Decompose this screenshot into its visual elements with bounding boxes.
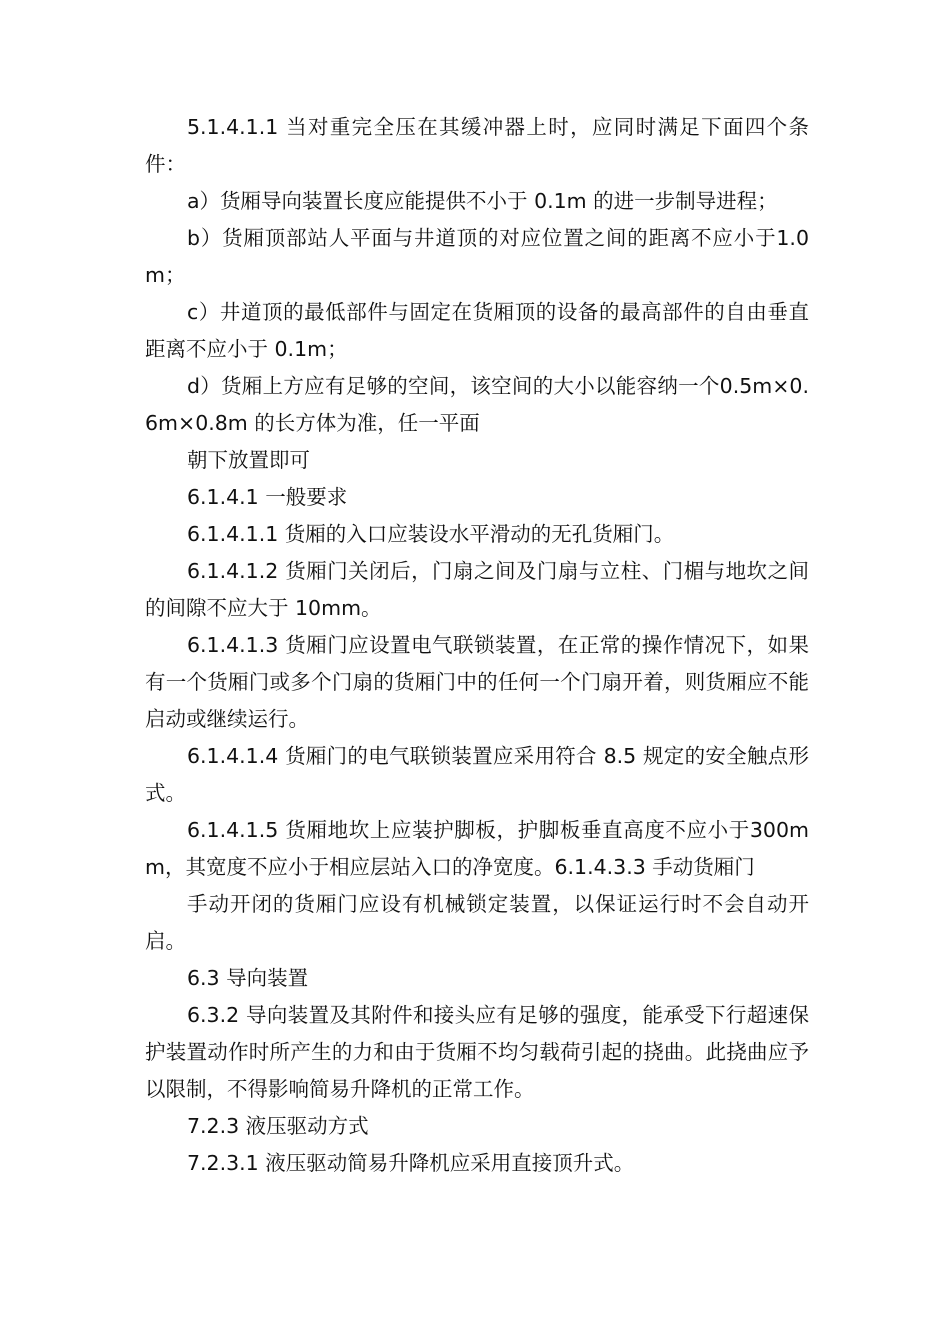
paragraph-item-d: d）货厢上方应有足够的空间，该空间的大小以能容纳一个0.5m×0.6m×0.8m 的长方体为准，任一平面 (145, 374, 809, 435)
paragraph-item-b: b）货厢顶部站人平面与井道顶的对应位置之间的距离不应小于1.0m； (145, 226, 809, 287)
paragraph-manual-door: 手动开闭的货厢门应设有机械锁定装置，以保证运行时不会自动开启。 (145, 892, 809, 953)
paragraph-7-2-3-1: 7.2.3.1 液压驱动简易升降机应采用直接顶升式。 (187, 1151, 635, 1175)
paragraph-6-1-4-1-2: 6.1.4.1.2 货厢门关闭后，门扇之间及门扇与立柱、门楣与地坎之间的间隙不应大于 10mm。 (145, 559, 809, 620)
paragraph-6-1-4-1-4: 6.1.4.1.4 货厢门的电气联锁装置应采用符合 8.5 规定的安全触点形式。 (145, 744, 809, 805)
section-heading-6-3: 6.3 导向装置 (187, 966, 309, 990)
paragraph-item-a: a）货厢导向装置长度应能提供不小于 0.1m 的进一步制导进程； (187, 189, 778, 213)
paragraph-6-1-4-1-1: 6.1.4.1.1 货厢的入口应装设水平滑动的无孔货厢门。 (187, 522, 675, 546)
paragraph-item-d-continued: 朝下放置即可 (187, 448, 310, 472)
paragraph-6-3-2: 6.3.2 导向装置及其附件和接头应有足够的强度，能承受下行超速保护装置动作时所产生的力和由于货厢不均匀载荷引起的挠曲。此挠曲应予以限制，不得影响简易升降机的正常工作。 (145, 1003, 809, 1101)
paragraph-6-1-4-1-5: 6.1.4.1.5 货厢地坎上应装护脚板，护脚板垂直高度不应小于300mm，其宽度不应小于相应层站入口的净宽度。6.1.4.3.3 手动货厢门 (145, 818, 809, 879)
paragraph-5-1-4-1-1: 5.1.4.1.1 当对重完全压在其缓冲器上时，应同时满足下面四个条件： (145, 115, 809, 176)
section-heading-6-1-4-1: 6.1.4.1 一般要求 (187, 485, 348, 509)
paragraph-item-c: c）井道顶的最低部件与固定在货厢顶的设备的最高部件的自由垂直距离不应小于 0.1m； (145, 300, 809, 361)
section-heading-7-2-3: 7.2.3 液压驱动方式 (187, 1114, 369, 1138)
paragraph-6-1-4-1-3: 6.1.4.1.3 货厢门应设置电气联锁装置，在正常的操作情况下，如果有一个货厢门或多个门扇的货厢门中的任何一个门扇开着，则货厢应不能启动或继续运行。 (145, 633, 809, 731)
document-page (145, 109, 809, 1182)
